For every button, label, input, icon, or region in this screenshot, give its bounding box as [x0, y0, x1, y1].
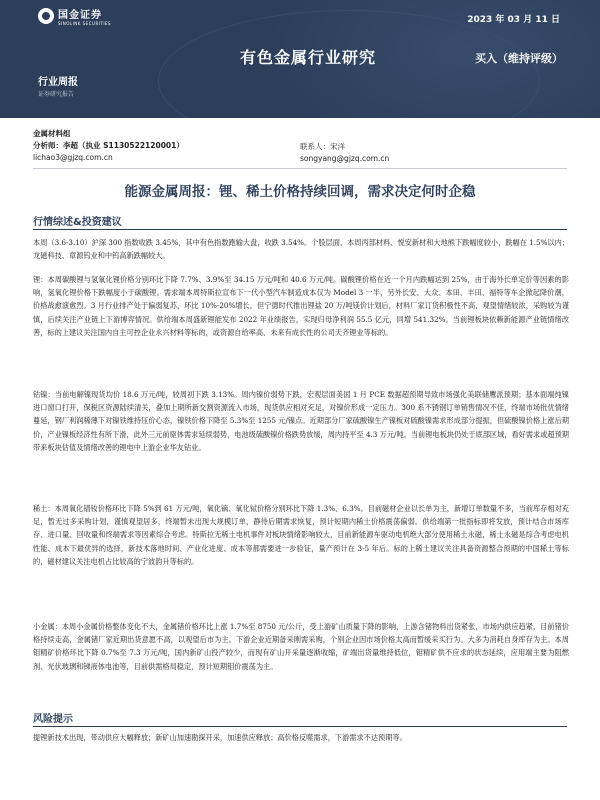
section-title-risk: 风险提示: [33, 714, 73, 725]
industry-title: 有色金属行业研究: [240, 48, 377, 67]
paragraph-cobalt-nickel: 钴镍：当前电解镍现货均价 18.6 万元/吨，较周初下跌 3.13%。周内镍价弱势下跌，宏观层面美国 1 月 PCE 数据超预期导致市场强化美联储鹰派预期；基本面端纯镍进口窗口打开，保税区资源陆续清关，叠加上期所新交割资源流入市场，现货供应相对充足，对镍价形成一定压力。300 系不锈钢订单销售情况不佳，终端市场批优情绪蔓延，钢厂利润稀薄下对镍铁维持压价心态，镍铁价格下降至 5.3%至 1255 元/镍点。近期部分厂家硫酸镍生产镍板对硫酸镍需求形成部分提振，但硫酸镍价格上涨后期价，产业镍板经济性有所下滑，此外三元前驱体需求延续弱势，电池级硫酸镍价格跌势放缓，周内持平至 4.3 万元/吨。当前锂电板块仍处于底部区域，看好需求或超预期带来板块估值及情绪改善的锂电中上游企业华友钴业。: [33, 390, 569, 452]
paragraph-rare-earth: 稀土：本周氧化镨钕价格环比下降 5%到 61 万元/吨，氧化镝、氧化铽价格分别环比下降 1.3%、6.3%。目前磁材企业以长单为主，新增订单数量不多，当前库存相对充足，暂无过多采购计划，谨慎观望居多，终端暂未出现大规模订单，静待后期需求恢复，预计短期内稀土价格震荡偏弱。供给端第一批指标即将发放，预计结合市场库存、进口量、回收量和终端需求等因素综合考虑。特斯拉无稀土电机事件对板块情绪影响较大，目前新能源车驱动电机绝大部分使用稀土永磁，稀土永磁是综合考虑电机性能、成本下最优异的选择，新技术落地时间、产业化进度、成本等都需要进一步验证，量产预计在 3-5 年后。标的上稀土建议关注具备资源整合预期的中国稀土等标的，磁材建议关注电机占比较高的宁波韵升等标的。: [33, 504, 569, 566]
section-title-overview: 行情综述&投资建议: [33, 217, 122, 228]
divider: [33, 168, 567, 169]
analyst-email: lichao3@gjzq.com.cn: [33, 153, 113, 162]
contact-email: songyang@gjzq.com.cn: [300, 154, 390, 163]
logo-icon: [38, 8, 54, 24]
contact-name: 联系人：宋洋: [300, 142, 345, 151]
paragraph-market: 本周（3.6-3.10）沪深 300 指数收跌 3.45%，其中有色指数跑输大盘，收跌 3.54%。个股层面，本周丙部材料、悦安新材和大地熊下跌幅度较小，跌幅在 1.5%以内；龙磁科技、章源钨业和中钨高新跌幅较大。: [33, 238, 569, 261]
author-block: [33, 128, 184, 164]
report-header: [0, 0, 600, 118]
logo-name: 国金证券: [58, 10, 102, 21]
paragraph-risk: 提锂新技术出现，带动供应大幅释放；新矿山加速勘探开采，加速供应释放；高价格反噬需求，下游需求不达预期等。: [33, 733, 407, 742]
document-title: 能源金属周报：锂、稀土价格持续回调，需求决定何时企稳: [124, 184, 476, 200]
report-date: 2023 年 03 月 11 日: [467, 15, 560, 25]
brand-logo: [38, 6, 111, 26]
section-underline: [33, 229, 567, 230]
paragraph-minor-metals: 小金属：本周小金属价格整体变化不大，金属锗价格环比上涨 1.7%至 8750 元/公斤，受上游矿山质量下降的影响，上游含锗物料出货紧张，市场内供应趋紧，目前锗价格持续走高，金属锗厂家近期出货意愿不高，以观望后市为主。下游企业近期备采刚需采购，个别企业因市场价格太高而暂缓采买行为。大多为消耗自身库存为主。本周钼精矿价格环比下降 0.7%至 7.3 万元/吨，国内新矿山投产较少，而现有矿山开采量逐渐收缩，矿端出货量维持低位，钼精矿供不应求的状态延续，应用端主要为阻燃剂、光伏玻璃和锑液体电池等，目前供需格局稳定，预计短期钼价震荡为主。: [33, 622, 569, 671]
report-subtype: 证券研究报告: [38, 91, 75, 98]
contact-block: [300, 141, 389, 165]
paragraph-lithium: 锂：本周碳酸锂与氢氧化锂价格分别环比下降 7.7%、3.9%至 34.15 万元/吨和 40.6 万元/吨。碳酸锂价格在近一个月内跌幅达到 25%，由于海外长单定价等因素的影响，氢氧化锂价格下跌幅度小于碳酸锂。需求端本周特斯拉宣布下一代小型汽车制造成本仅为 Model 3 一半，另外长安、大众、本田、丰田、福特等车企掀起降价潮，价格战愈演愈烈。3 月行业排产处于偏弱复苏，环比 10%-20%增长，但宁德时代推出锂盐 20 万/吨镁价计划后，材料厂家订货积极性不高，观望情绪较浓，采购较为谨慎，后续关注产业链上下游博弈情况。供给端本周盛新锂能发布 2022 年业绩报告，实现归母净利润 55.5 亿元，同增 541.32%。当前锂板块依赖新能源产业链情绪改善，标的上建议关注国内自主可控企业永兴材料等标的，或资源自给率高、未来有成长性的公司天齐锂业等标的。: [33, 275, 569, 337]
logo-name-en: SINOLINK SECURITIES: [58, 21, 112, 26]
report-type: 行业周报: [38, 77, 78, 88]
rating-badge: 买入（维持评级）: [475, 52, 563, 65]
section-underline: [33, 726, 567, 727]
analyst-name: 分析师：李超（执业 S1130522120001）: [33, 141, 184, 150]
research-group: 金属材料组: [33, 129, 71, 138]
